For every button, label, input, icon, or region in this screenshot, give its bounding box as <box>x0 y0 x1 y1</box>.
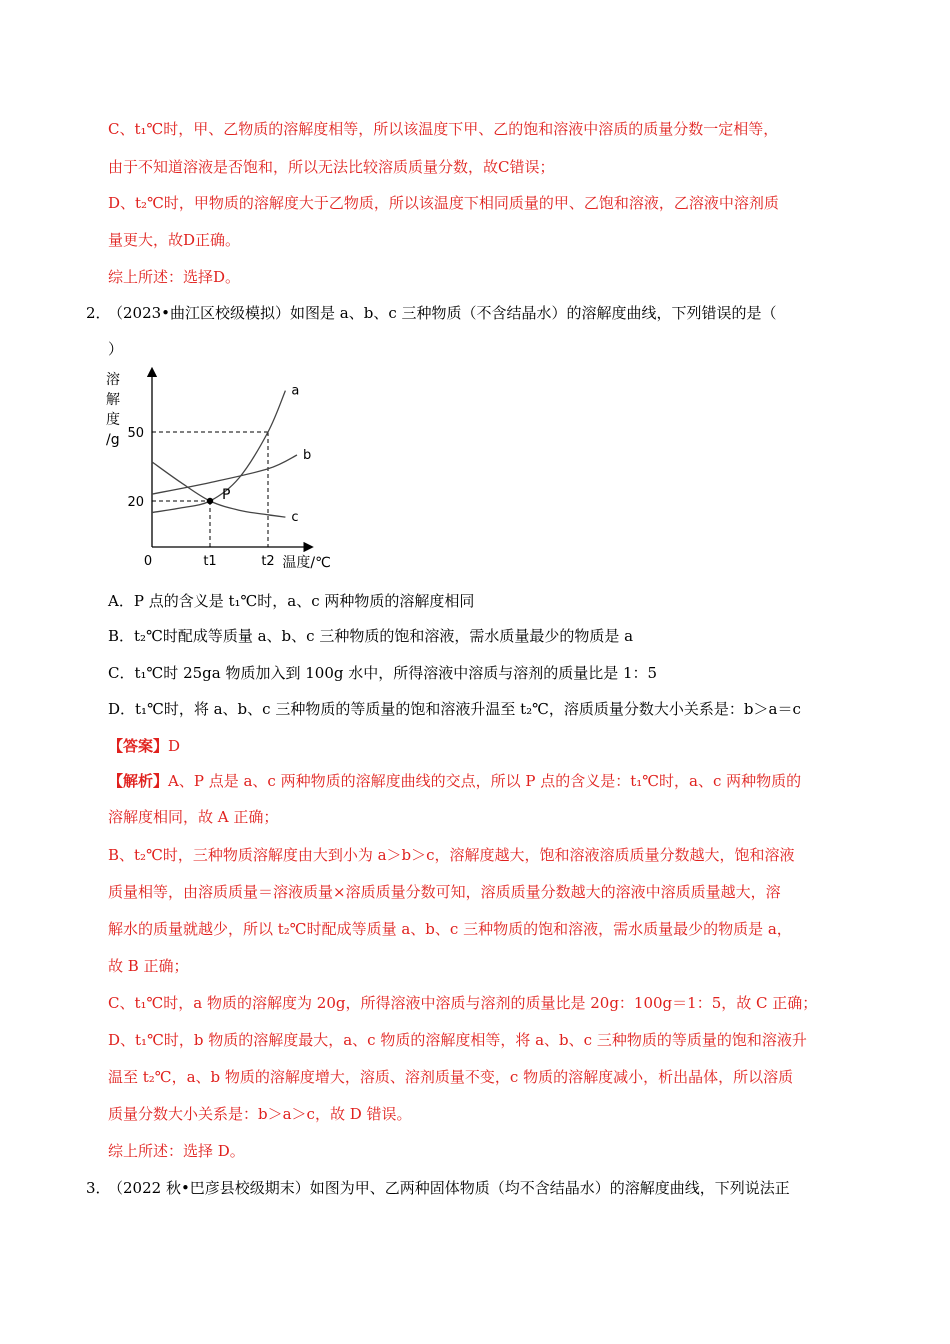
question-3-stem-line1: （2022 秋•巴彦县校级期末）如图为甲、乙两种固体物质（均不含结晶水）的溶解度曲线，下列说法正 <box>108 1179 790 1197</box>
curve-label-c: c <box>291 510 299 526</box>
analysis-line-0 <box>108 770 801 791</box>
option-d: D．t₁℃时，将 a、b、c 三种物质的等质量的饱和溶液升温至 t₂℃，溶质质量分数大小关系是：b＞a＝c <box>108 700 801 718</box>
x-tick-t1: t1 <box>203 554 217 569</box>
option-b: B．t₂℃时配成等质量 a、b、c 三种物质的饱和溶液，需水质量最少的物质是 a <box>108 627 634 645</box>
analysis-line-8: 温至 t₂℃，a、b 物质的溶解度增大，溶质、溶剂质量不变，c 物质的溶解度减小，析出晶体，所以溶质 <box>108 1068 794 1086</box>
analysis-text-0: A、P 点是 a、c 两种物质的溶解度曲线的交点，所以 P 点的含义是：t₁℃时，a、c 两种物质的 <box>168 772 802 790</box>
prev-analysis-summary: 综上所述：选择D。 <box>108 268 241 286</box>
analysis-line-6: C、t₁℃时，a 物质的溶解度为 20g，所得溶液中溶质与溶剂的质量比是 20g：100g＝1：5，故 C 正确； <box>108 994 818 1012</box>
analysis-line-7: D、t₁℃时，b 物质的溶解度最大，a、c 物质的溶解度相等，将 a、b、c 三种物质的等质量的饱和溶液升 <box>108 1031 807 1049</box>
y-axis-label-1: 解 <box>106 392 120 408</box>
curve-label-b: b <box>303 448 312 463</box>
option-a: A．P 点的含义是 t₁℃时，a、c 两种物质的溶解度相同 <box>108 592 475 610</box>
analysis-line-1: 溶解度相同，故 A 正确； <box>108 808 279 826</box>
y-axis-label-3: /g <box>106 432 120 448</box>
y-axis-label-2: 度 <box>106 412 120 428</box>
point-p <box>207 498 213 504</box>
curve-label-a: a <box>291 383 300 399</box>
y-axis-label-0: 溶 <box>106 372 120 388</box>
analysis-line-9: 质量分数大小关系是：b＞a＞c，故 D 错误。 <box>108 1105 412 1123</box>
question-2-stem-line1: （2023•曲江区校级模拟）如图是 a、b、c 三种物质（不含结晶水）的溶解度曲线，下列错误的是（ <box>108 304 777 322</box>
x-tick-t2: t2 <box>261 554 275 569</box>
question-2-stem-line2: ） <box>108 340 124 358</box>
analysis-line-10: 综上所述：选择 D。 <box>108 1142 245 1160</box>
origin-label: 0 <box>143 554 153 569</box>
answer-row <box>108 735 180 756</box>
solubility-chart <box>100 362 350 572</box>
point-p-label: P <box>222 487 231 503</box>
prev-analysis-d-line1: D、t₂℃时，甲物质的溶解度大于乙物质，所以该温度下相同质量的甲、乙饱和溶液，乙溶液中溶剂质 <box>108 194 779 212</box>
curve-a <box>152 391 285 513</box>
prev-analysis-c-line2: 由于不知道溶液是否饱和，所以无法比较溶质质量分数，故C错误； <box>108 158 555 176</box>
prev-analysis-d-line2: 量更大，故D正确。 <box>108 231 241 249</box>
analysis-line-3: 质量相等，由溶质质量＝溶液质量×溶质质量分数可知，溶质质量分数越大的溶液中溶质质量越大，溶 <box>108 883 781 901</box>
y-tick-50: 50 <box>127 426 144 441</box>
answer-value: D <box>168 737 181 755</box>
question-3-number: 3． <box>86 1179 111 1197</box>
option-c: C．t₁℃时 25ga 物质加入到 100g 水中，所得溶液中溶质与溶剂的质量比是 1：5 <box>108 664 658 682</box>
x-axis-label: 温度/℃ <box>282 555 331 571</box>
answer-tag: 【答案】 <box>108 737 169 755</box>
prev-analysis-c-line1: C、t₁℃时，甲、乙物质的溶解度相等，所以该温度下甲、乙的饱和溶液中溶质的质量分数一定相等， <box>108 120 779 138</box>
analysis-tag: 【解析】 <box>108 772 169 790</box>
analysis-line-2: B、t₂℃时，三种物质溶解度由大到小为 a＞b＞c，溶解度越大，饱和溶液溶质质量分数越大，饱和溶液 <box>108 846 795 864</box>
analysis-line-4: 解水的质量就越少，所以 t₂℃时配成等质量 a、b、c 三种物质的饱和溶液，需水质量最少的物质是 a， <box>108 920 792 938</box>
analysis-line-5: 故 B 正确； <box>108 957 189 975</box>
y-tick-20: 20 <box>127 495 144 510</box>
question-2-number: 2． <box>86 304 111 322</box>
